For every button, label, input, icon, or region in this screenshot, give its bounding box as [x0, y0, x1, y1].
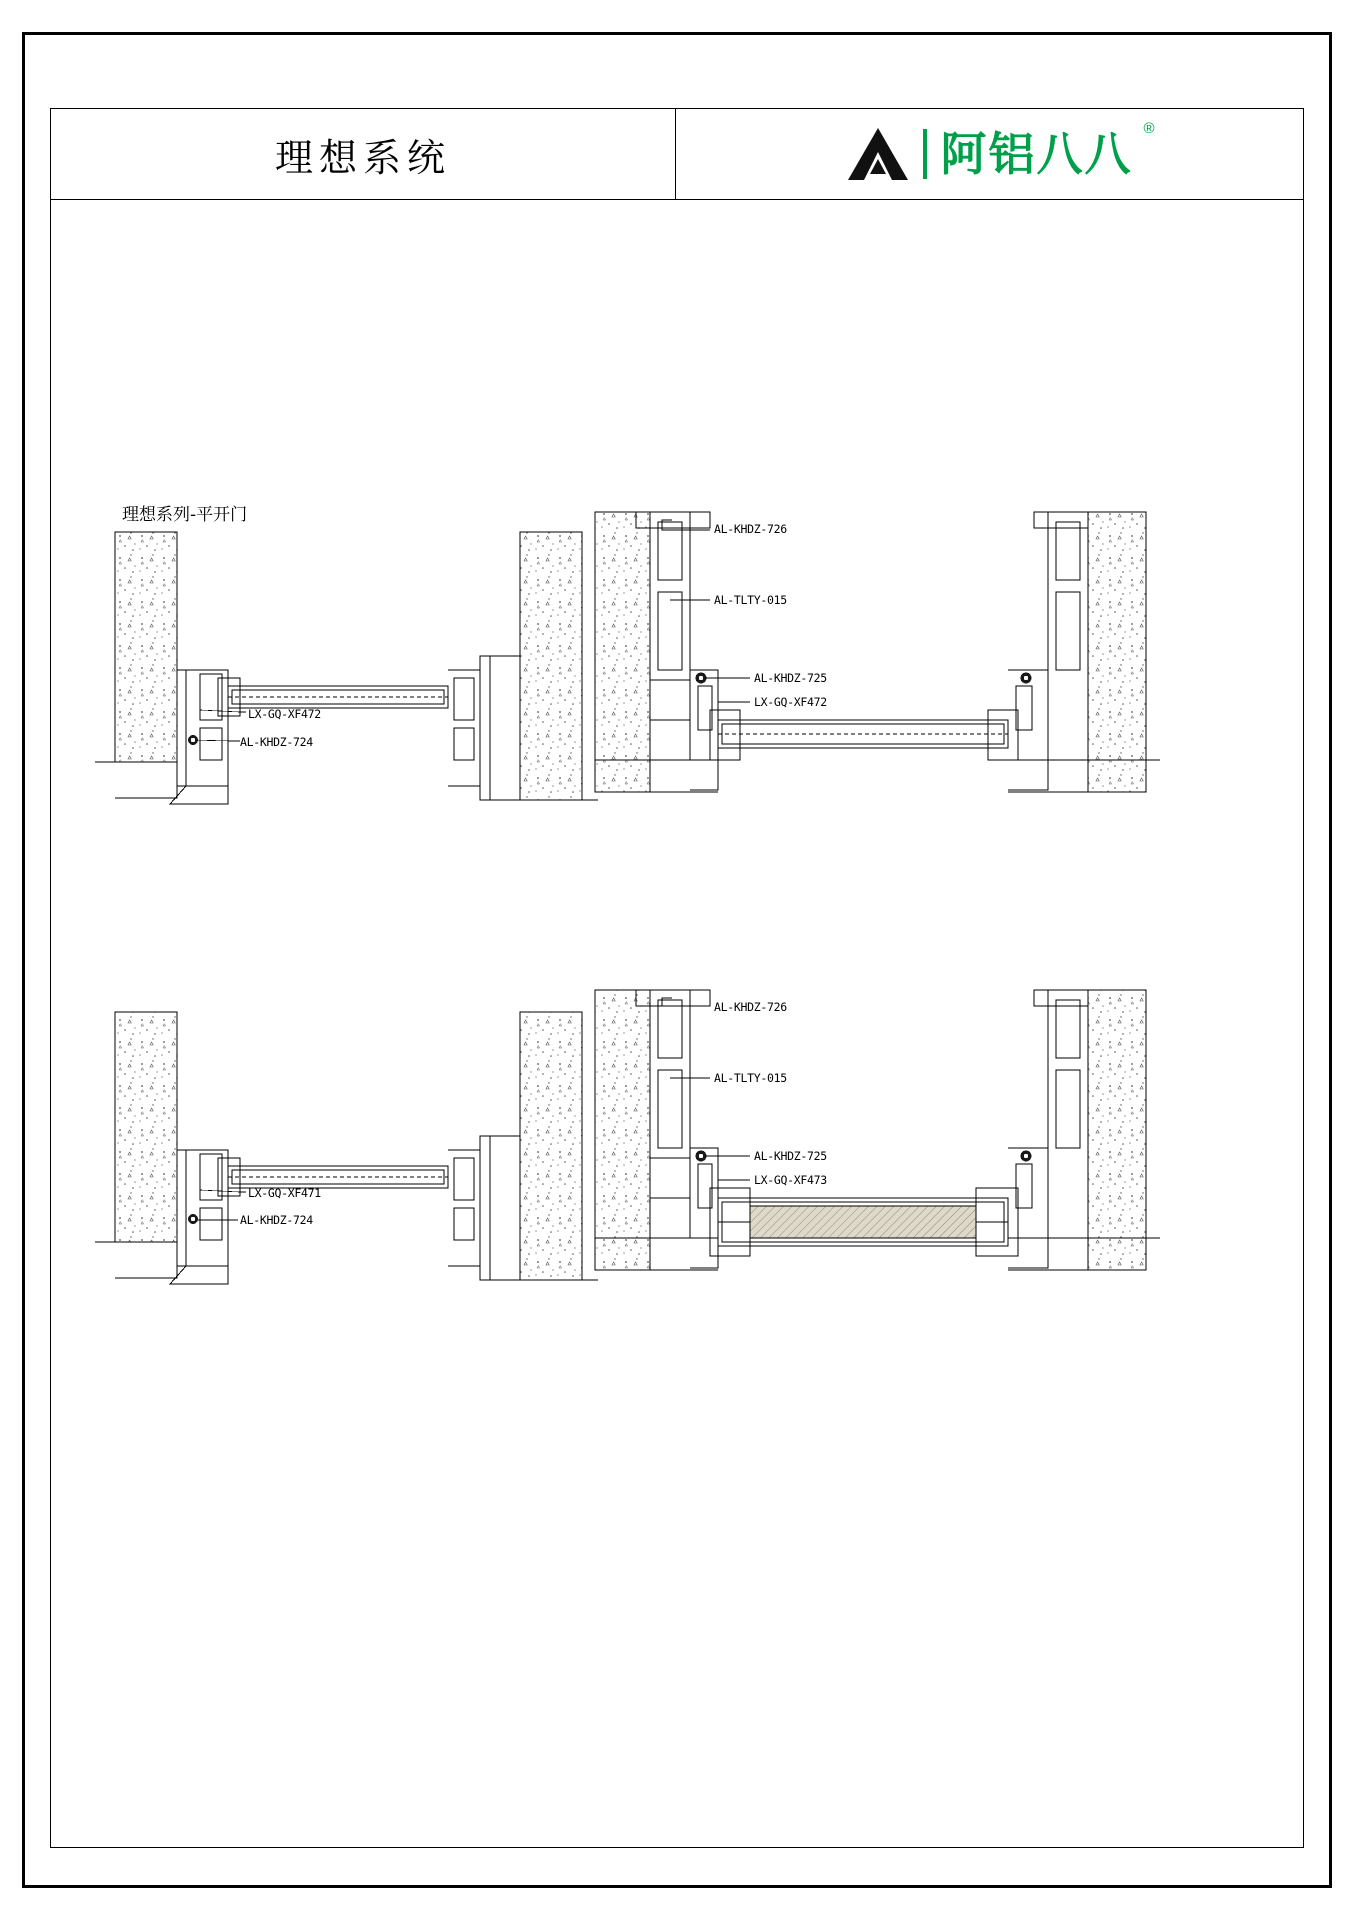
detail-section-label: 理想系列-平开门 [122, 505, 248, 525]
callout-label: AL-KHDZ-725 [754, 671, 827, 685]
a-triangle-logo-icon [847, 126, 909, 182]
callout-label: LX-GQ-XF472 [248, 707, 321, 721]
callout-label: LX-GQ-XF472 [754, 695, 827, 709]
callout-label: LX-GQ-XF471 [248, 1186, 321, 1200]
drawing-canvas [50, 200, 1304, 1848]
callout-label: AL-KHDZ-726 [714, 1000, 787, 1014]
callout-label: AL-KHDZ-725 [754, 1149, 827, 1163]
title-block-logo [676, 109, 1303, 199]
registered-mark-icon: ® [1143, 120, 1155, 137]
callout-label: AL-KHDZ-724 [240, 1213, 313, 1227]
callout-label: AL-TLTY-015 [714, 1071, 787, 1085]
title-block [50, 108, 1304, 200]
title-block-name [51, 109, 676, 199]
callout-label: AL-KHDZ-724 [240, 735, 313, 749]
logo-divider [923, 129, 927, 179]
logo-text: 阿铝八八 [940, 127, 1133, 181]
callout-label: LX-GQ-XF473 [754, 1173, 827, 1187]
callout-label: AL-KHDZ-726 [714, 522, 787, 536]
cad-linework [50, 200, 1304, 1848]
callout-label: AL-TLTY-015 [714, 593, 787, 607]
sheet-title: 理想系统 [274, 135, 451, 180]
